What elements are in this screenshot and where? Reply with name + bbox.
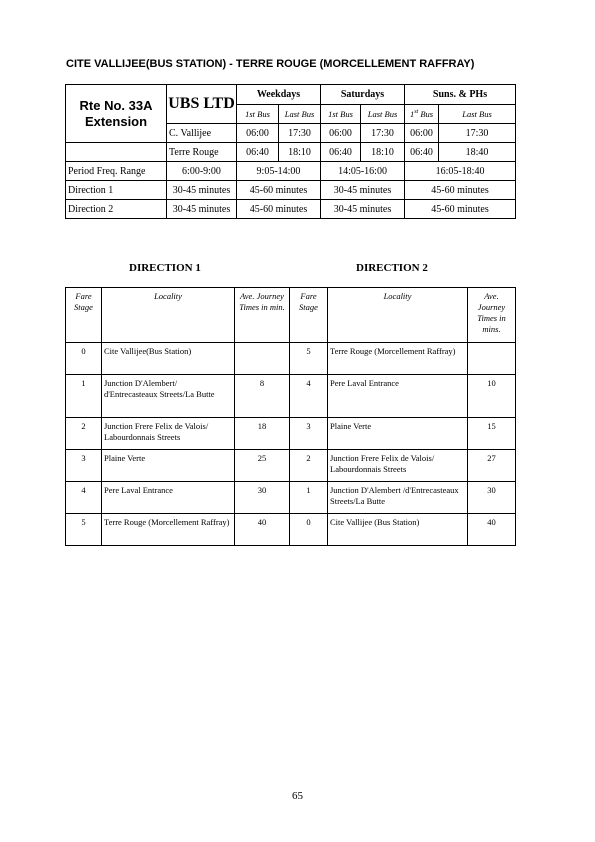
locality: Junction Frere Felix de Valois/ Labourdonnais Streets (102, 418, 235, 450)
fare-stage: 0 (66, 343, 102, 375)
journey-time: 18 (235, 418, 290, 450)
frequency-cell: 45-60 minutes (405, 181, 516, 200)
journey-time (468, 343, 516, 375)
time-cell: 06:00 (321, 124, 361, 143)
last-bus-header: Last Bus (361, 105, 405, 124)
weekdays-header: Weekdays (237, 85, 321, 105)
fare-stage: 1 (66, 375, 102, 418)
terminal-name: C. Vallijee (167, 124, 237, 143)
journey-time: 27 (468, 450, 516, 482)
fare-stage: 3 (290, 418, 328, 450)
blank-cell (66, 143, 167, 162)
first-bus-header: 1st Bus (237, 105, 279, 124)
frequency-cell: 45-60 minutes (405, 200, 516, 219)
table-row (66, 450, 516, 482)
operator-name: UBS LTD (167, 85, 237, 124)
direction-label: Direction 1 (66, 181, 167, 200)
freq-range: 14:05-16:00 (321, 162, 405, 181)
table-row (66, 514, 516, 546)
locality: Plaine Verte (102, 450, 235, 482)
frequency-cell: 45-60 minutes (237, 181, 321, 200)
locality: Pere Laval Entrance (328, 375, 468, 418)
journey-time (235, 343, 290, 375)
fare-stage: 4 (66, 482, 102, 514)
direction-2-title: DIRECTION 2 (356, 262, 428, 274)
locality: Pere Laval Entrance (102, 482, 235, 514)
freq-range: 6:00-9:00 (167, 162, 237, 181)
locality: Junction D'Alembert /d'Entrecasteaux Streets/La Butte (328, 482, 468, 514)
time-cell: 06:40 (321, 143, 361, 162)
table-row (66, 375, 516, 418)
journey-time: 25 (235, 450, 290, 482)
fare-stage: 1 (290, 482, 328, 514)
last-bus-header: Last Bus (439, 105, 516, 124)
direction-label: Direction 2 (66, 200, 167, 219)
journey-time-header: Ave. Journey Times in mins. (468, 288, 516, 343)
journey-time: 30 (468, 482, 516, 514)
table-row (66, 418, 516, 450)
fare-stage: 5 (290, 343, 328, 375)
fare-stage-header: Fare Stage (290, 288, 328, 343)
page-title: CITE VALLIJEE(BUS STATION) - TERRE ROUGE (MORCELLEMENT RAFFRAY) (66, 58, 475, 70)
saturdays-header: Saturdays (321, 85, 405, 105)
time-cell: 06:40 (405, 143, 439, 162)
journey-time: 8 (235, 375, 290, 418)
frequency-cell: 30-45 minutes (321, 200, 405, 219)
journey-time: 40 (468, 514, 516, 546)
time-cell: 17:30 (439, 124, 516, 143)
locality: Cite Vallijee(Bus Station) (102, 343, 235, 375)
time-cell: 06:00 (237, 124, 279, 143)
time-cell: 17:30 (361, 124, 405, 143)
direction-1-title: DIRECTION 1 (129, 262, 201, 274)
locality: Terre Rouge (Morcellement Raffray) (328, 343, 468, 375)
page-number: 65 (292, 790, 303, 802)
locality: Plaine Verte (328, 418, 468, 450)
first-bus-header: 1st Bus (321, 105, 361, 124)
route-number-cell (66, 85, 167, 143)
frequency-cell: 30-45 minutes (167, 181, 237, 200)
time-cell: 06:00 (405, 124, 439, 143)
fare-stage: 5 (66, 514, 102, 546)
journey-time: 30 (235, 482, 290, 514)
terminal-name: Terre Rouge (167, 143, 237, 162)
locality: Junction Frere Felix de Valois/ Labourdonnais Streets (328, 450, 468, 482)
fare-stage-table (65, 287, 516, 546)
fare-stage: 2 (290, 450, 328, 482)
locality: Junction D'Alembert/ d'Entrecasteaux Streets/La Butte (102, 375, 235, 418)
first-bus-header: 1st Bus (405, 105, 439, 124)
locality: Cite Vallijee (Bus Station) (328, 514, 468, 546)
journey-time: 10 (468, 375, 516, 418)
timetable (65, 84, 516, 219)
time-cell: 18:10 (361, 143, 405, 162)
journey-time: 15 (468, 418, 516, 450)
table-row (66, 482, 516, 514)
fare-stage: 0 (290, 514, 328, 546)
frequency-cell: 45-60 minutes (237, 200, 321, 219)
sundays-header: Suns. & PHs (405, 85, 516, 105)
fare-stage: 3 (66, 450, 102, 482)
freq-label: Period Freq. Range (66, 162, 167, 181)
table-row (66, 343, 516, 375)
freq-range: 16:05-18:40 (405, 162, 516, 181)
time-cell: 18:10 (279, 143, 321, 162)
time-cell: 18:40 (439, 143, 516, 162)
fare-stage-header: Fare Stage (66, 288, 102, 343)
route-number: Rte No. 33A (79, 97, 153, 113)
locality-header: Locality (102, 288, 235, 343)
locality-header: Locality (328, 288, 468, 343)
fare-stage: 2 (66, 418, 102, 450)
locality: Terre Rouge (Morcellement Raffray) (102, 514, 235, 546)
frequency-cell: 30-45 minutes (167, 200, 237, 219)
journey-time-header: Ave. Journey Times in min. (235, 288, 290, 343)
fare-stage: 4 (290, 375, 328, 418)
time-cell: 06:40 (237, 143, 279, 162)
frequency-cell: 30-45 minutes (321, 181, 405, 200)
freq-range: 9:05-14:00 (237, 162, 321, 181)
route-extension: Extension (84, 113, 148, 129)
last-bus-header: Last Bus (279, 105, 321, 124)
time-cell: 17:30 (279, 124, 321, 143)
journey-time: 40 (235, 514, 290, 546)
